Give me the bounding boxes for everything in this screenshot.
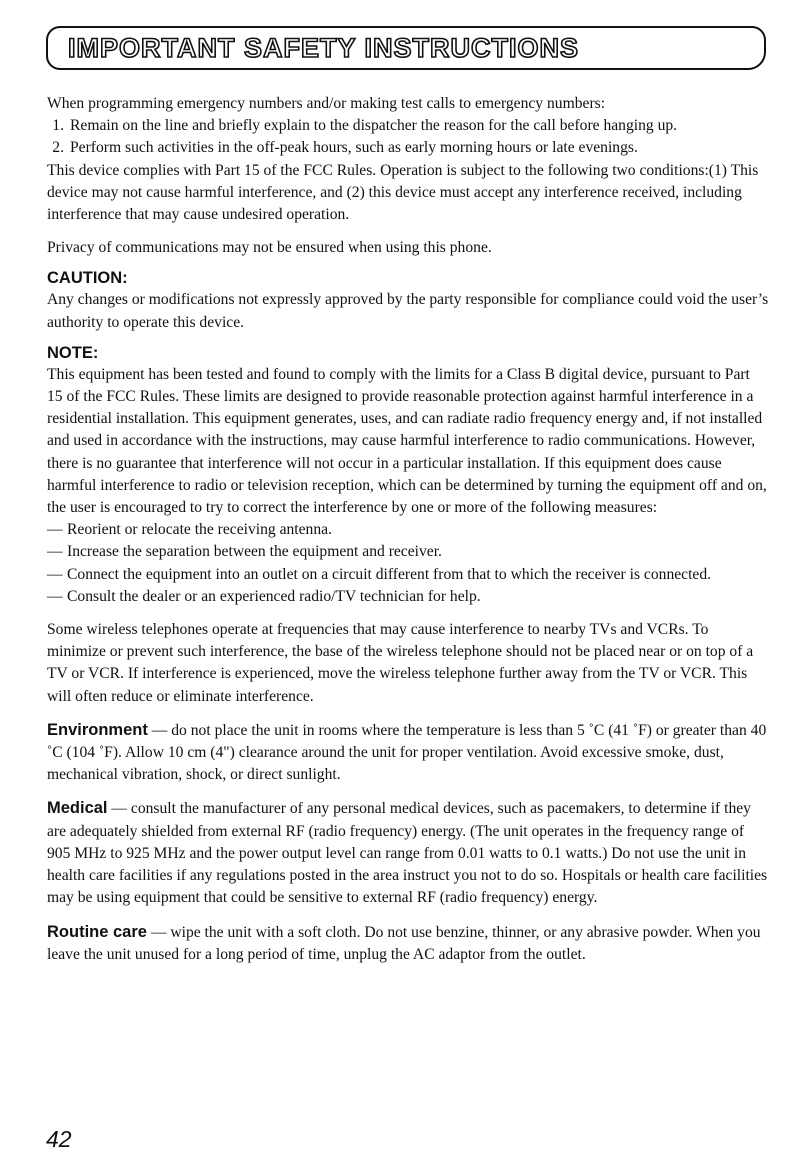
measure-item: [47, 541, 769, 563]
dash-bullet: —: [47, 587, 63, 605]
environment-heading: Environment: [47, 720, 148, 739]
medical-heading: Medical: [47, 799, 108, 818]
page-title: IMPORTANT SAFETY INSTRUCTIONS: [68, 33, 580, 63]
measure-text: Connect the equipment into an outlet on a circuit different from that to which the receiver is connected.: [67, 565, 712, 583]
list-number: 1.: [52, 117, 64, 135]
dash-bullet: —: [47, 543, 63, 561]
measure-item: [47, 519, 769, 541]
medical-text: — consult the manufacturer of any personal medical devices, such as pacemakers, to determine if they are adequately shielded from external RF (radio frequency) energy. (The unit operates in the frequency range of 905 MHz to 925 MHz and the power output level can range from 0.01 watts to 0.1 watts.) Do not use the unit in health care facilities if any regulations posted in the area instruct you not to do so. Hospitals or health care facilities may be using equipment that could be sensitive to external RF (radio frequency) energy.: [47, 800, 768, 907]
measure-text: Consult the dealer or an experienced radio/TV technician for help.: [67, 587, 481, 605]
caution-text: Any changes or modifications not expressly approved by the party responsible for compliance could void the user’s authority to operate this device.: [47, 291, 769, 331]
routine-care-paragraph: [47, 921, 769, 966]
caution-heading: CAUTION:: [47, 269, 128, 288]
routine-care-text: — wipe the unit with a soft cloth. Do not use benzine, thinner, or any abrasive powder. When you leave the unit unused for a long period of time, unplug the AC adaptor from the outlet.: [47, 923, 761, 963]
note-heading: NOTE:: [47, 343, 99, 362]
dash-bullet: —: [47, 565, 63, 583]
intro-text: When programming emergency numbers and/or making test calls to emergency numbers:: [47, 95, 606, 112]
list-item-text: Perform such activities in the off-peak hours, such as early morning hours or late evenings.: [70, 139, 638, 157]
fcc-compliance-paragraph: This device complies with Part 15 of the FCC Rules. Operation is subject to the following two conditions:(1) This device may not cause harmful interference, and (2) this device must accept any interference received, including interference that may cause undesired operation.: [47, 161, 759, 224]
measure-text: Reorient or relocate the receiving antenna.: [67, 521, 332, 539]
title-banner: [46, 26, 766, 70]
dash-bullet: —: [47, 521, 63, 539]
note-text: This equipment has been tested and found to comply with the limits for a Class B digital device, pursuant to Part 15 of the FCC Rules. These limits are designed to provide reasonable protection against harmful interference in a residential installation. This equipment generates, uses, and can radiate radio frequency energy and, if not installed and used in accordance with the instructions, may cause harmful interference to radio communications. However, there is no guarantee that interference will not occur in a particular installation. If this equipment does cause harmful interference to radio or television reception, which can be determined by turning the equipment off and on, the user is encouraged to try to correct the interference by one or more of the following measures:: [47, 365, 767, 517]
intro-list-item: [47, 115, 769, 137]
measure-item: [47, 564, 769, 586]
list-item-text: Remain on the line and briefly explain to the dispatcher the reason for the call before hanging up.: [70, 117, 678, 135]
environment-text: — do not place the unit in rooms where the temperature is less than 5 ˚C (41 ˚F) or greater than 40 ˚C (104 ˚F). Allow 10 cm (4") clearance around the unit for proper ventilation. Avoid excessive smoke, dust, mechanical vibration, shock, or direct sunlight.: [47, 721, 767, 784]
medical-paragraph: [47, 797, 769, 909]
measure-item: [47, 586, 769, 608]
list-number: 2.: [52, 139, 64, 157]
page-body: [47, 93, 769, 966]
page-number: 42: [46, 1126, 72, 1152]
wireless-interference-paragraph: Some wireless telephones operate at frequencies that may cause interference to nearby TVs and VCRs. To minimize or prevent such interference, the base of the wireless telephone should not be placed near or on top of a TV or VCR. If interference is experienced, move the wireless telephone further away from the TV or VCR. This will often reduce or eliminate interference.: [47, 621, 754, 705]
environment-paragraph: [47, 719, 769, 787]
measure-text: Increase the separation between the equipment and receiver.: [67, 543, 442, 561]
privacy-paragraph: Privacy of communications may not be ensured when using this phone.: [47, 239, 492, 257]
intro-list-item: [47, 137, 769, 159]
routine-care-heading: Routine care: [47, 922, 147, 941]
